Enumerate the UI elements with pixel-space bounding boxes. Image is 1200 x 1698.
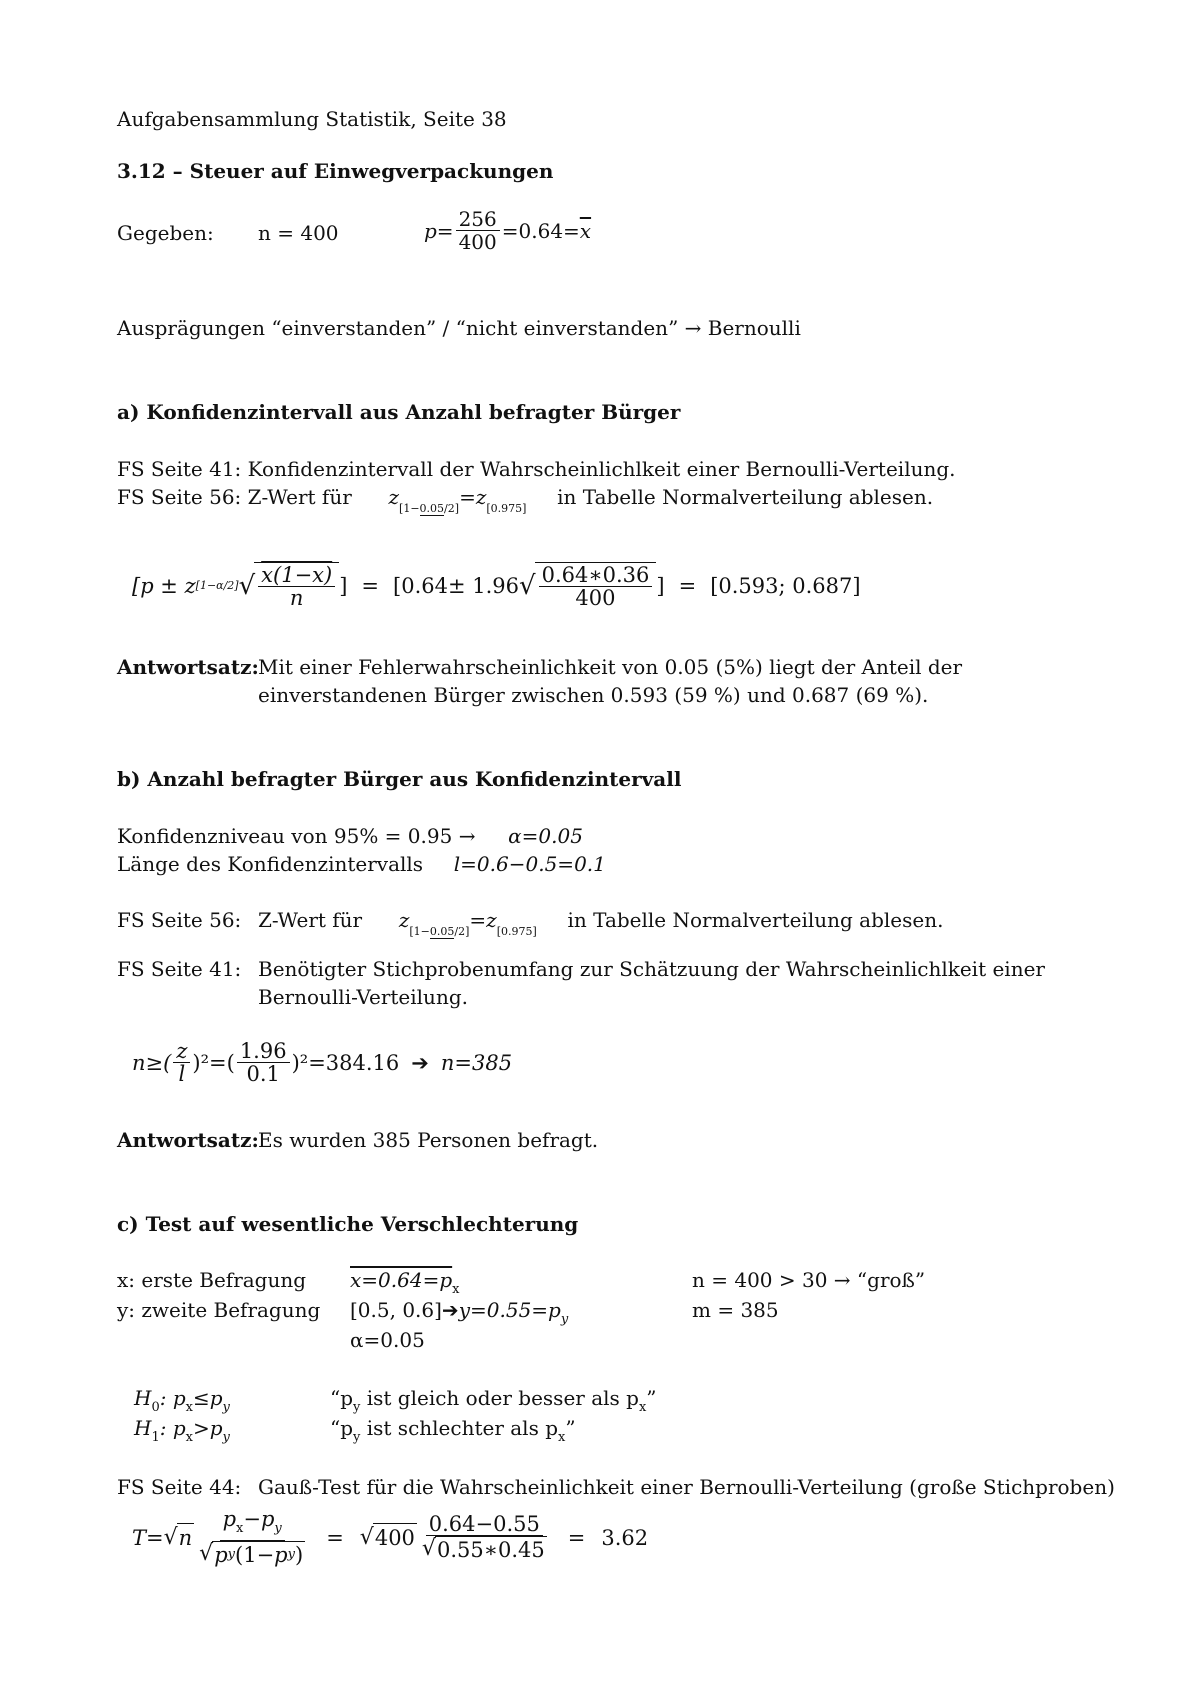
b-n-frac-num: z — [173, 1040, 190, 1063]
a-ci-mid-den: 400 — [575, 586, 616, 610]
c-fs44-label: FS Seite 44: — [117, 1475, 242, 1499]
given-n: n = 400 — [258, 221, 339, 245]
b-n-mid: )²=( — [192, 1050, 235, 1075]
b-z-sub-den: 2 — [458, 925, 466, 938]
a-ci-result: [0.593; 0.687] — [710, 574, 861, 598]
exercise-title: 3.12 – Steuer auf Einwegverpackungen — [117, 159, 554, 183]
c-h0-text-rest: ist gleich oder besser als p — [360, 1386, 639, 1410]
c-h0-text-open: “p — [330, 1386, 354, 1410]
c-h0-text-sub2: x — [638, 1400, 647, 1415]
b-z-sub-open: [1− — [409, 925, 430, 938]
a-fs56-pre: FS Seite 56: Z-Wert für — [117, 485, 352, 509]
page-header: Aufgabensammlung Statistik, Seite 38 — [117, 107, 507, 131]
a-z-sub2: [0.975] — [486, 502, 527, 515]
b-antwort-label: Antwortsatz: — [117, 1128, 259, 1152]
c-y-expr-pre: [0.5, 0.6]➔ — [350, 1298, 459, 1322]
b-l-expr: l=0.6−0.5=0.1 — [453, 852, 606, 876]
a-ci-close: ] — [339, 574, 348, 598]
c-t-lhs: T= — [132, 1525, 164, 1550]
a-fs56-post: in Tabelle Normalverteilung ablesen. — [557, 485, 934, 509]
a-ci-rad-den: n — [289, 586, 304, 610]
c-h1-text-open: “p — [330, 1416, 354, 1440]
b-z-sub-close: ] — [465, 925, 470, 938]
c-h1-y: y — [222, 1430, 230, 1445]
c-t-eq2: = — [567, 1525, 586, 1550]
b-n-end: )²=384.16 — [291, 1050, 400, 1075]
section-a-heading: a) Konfidenzintervall aus Anzahl befragter Bürger — [117, 400, 681, 424]
c-t-n: n — [177, 1523, 195, 1553]
a-ci-formula — [132, 562, 861, 610]
c-fs44: Gauß-Test für die Wahrscheinlichkeit einer Bernoulli-Verteilung (große Stichproben) — [258, 1475, 1115, 1499]
c-t-eq: = — [326, 1525, 344, 1550]
c-h1-expr: : p — [159, 1416, 186, 1440]
c-t-den2: 0.55∗0.45 — [436, 1537, 545, 1562]
a-z-sub-den: 2 — [447, 502, 455, 515]
c-h1-x: x — [185, 1430, 193, 1445]
c-h1-h: H — [134, 1416, 152, 1440]
c-h1-sub: 1 — [151, 1430, 160, 1445]
given-p-den: 400 — [458, 230, 497, 254]
c-y-expr-text: y=0.55=p — [458, 1298, 561, 1322]
b-n-ge: n≥( — [132, 1050, 172, 1075]
b-n-frac2-num: 1.96 — [237, 1040, 290, 1063]
c-x-sub: x — [452, 1282, 460, 1297]
b-arrow: ➔ — [411, 1050, 429, 1075]
b-fs41-label: FS Seite 41: — [117, 957, 242, 981]
a-antwort-line2: einverstandenen Bürger zwischen 0.593 (59 %) und 0.687 (69 %). — [258, 683, 929, 707]
b-fs56-line — [258, 907, 943, 945]
c-h0-text-end: ” — [646, 1386, 657, 1410]
b-fs56-label: FS Seite 56: — [117, 908, 242, 932]
given-p-fraction — [456, 208, 500, 253]
c-h0-expr: : p — [159, 1386, 186, 1410]
given-p-num: 256 — [456, 208, 500, 231]
a-ci-sqrt: √ $\frac{x(1-x)}{n}$ — [239, 562, 340, 610]
c-t-num2: 0.64−0.55 — [426, 1513, 543, 1536]
a-ci-mid-open: [0.64± 1.96 — [393, 574, 519, 598]
a-z-sub-open: [1− — [399, 502, 420, 515]
b-z-sub-frac: 0.05/2 — [429, 925, 466, 938]
c-x-label: x: erste Befragung — [117, 1268, 307, 1292]
a-z-main: z — [388, 485, 400, 509]
b-n-result: n=385 — [440, 1050, 513, 1075]
a-antwort-line1: Mit einer Fehlerwahrscheinlichkeit von 0.05 (5%) liegt der Anteil der — [258, 655, 963, 679]
b-antwort: Es wurden 385 Personen befragt. — [258, 1128, 599, 1152]
b-fs41-line1: Benötigter Stichprobenumfang zur Schätzuung der Wahrscheinlichlkeit einer — [258, 957, 1045, 981]
b-alpha: α=0.05 — [508, 824, 583, 848]
b-n-frac-den: l — [178, 1062, 186, 1086]
c-h0-h: H — [134, 1386, 152, 1410]
b-laenge-line — [117, 851, 606, 877]
b-fs56-pre: Z-Wert für — [258, 908, 363, 932]
c-h1 — [134, 1415, 230, 1451]
b-konf-line — [117, 823, 583, 849]
c-t-sqrt-400: √ 400 — [360, 1523, 417, 1553]
a-ci-mid-sqrt: √ $\frac{0.64∗0.36}{400}$ — [519, 562, 656, 610]
a-ci-mid-num: 0.64∗0.36 — [539, 564, 653, 587]
c-t-frac — [196, 1508, 308, 1567]
c-h0-y: y — [222, 1400, 230, 1415]
section-b-heading: b) Anzahl befragter Bürger aus Konfidenzintervall — [117, 767, 682, 791]
c-x-expr-text: x=0.64=p — [350, 1268, 453, 1292]
c-t-result: 3.62 — [601, 1525, 649, 1550]
given-p-rhs: =0.64= — [501, 218, 580, 243]
c-h0-rel: ≤p — [192, 1386, 223, 1410]
a-ci-rad-num: x(1−x) — [258, 564, 335, 587]
a-z-eq: =z — [459, 485, 487, 509]
c-t-formula — [132, 1508, 648, 1567]
a-ci-eq2: = — [678, 574, 697, 598]
a-ci-sub: [1−α/2] — [195, 579, 239, 592]
a-z-sub-num: 0.05 — [419, 502, 445, 515]
c-h0-x: x — [185, 1400, 193, 1415]
c-t-frac2 — [419, 1513, 550, 1562]
b-z-main: z — [398, 908, 410, 932]
section-c-heading: c) Test auf wesentliche Verschlechterung — [117, 1212, 579, 1236]
c-h1-text-end: ” — [565, 1416, 576, 1440]
c-h1-text-rest: ist schlechter als p — [360, 1416, 558, 1440]
c-t-den: √ p y (1− p y ) — [199, 1541, 304, 1567]
c-x-right: n = 400 > 30 → “groß” — [692, 1268, 926, 1292]
given-xbar: $\overline{x}$ — [579, 218, 592, 243]
b-konf: Konfidenzniveau von 95% = 0.95 → — [117, 824, 476, 848]
a-antwort-label: Antwortsatz: — [117, 655, 259, 679]
given-p-lhs: p= — [424, 218, 454, 243]
a-z-sub-close: ] — [454, 502, 460, 515]
b-fs41-line2: Bernoulli-Verteilung. — [258, 985, 468, 1009]
b-n-formula — [132, 1040, 512, 1085]
c-y-right: m = 385 — [692, 1298, 779, 1322]
a-fs41: FS Seite 41: Konfidenzintervall der Wahrscheinlichlkeit einer Bernoulli-Verteilung. — [117, 457, 956, 481]
b-n-frac2-den: 0.1 — [246, 1062, 280, 1086]
b-laenge: Länge des Konfidenzintervalls — [117, 852, 424, 876]
c-h1-text-sub: y — [353, 1430, 361, 1445]
c-h1-text-sub2: x — [558, 1430, 566, 1445]
given-label: Gegeben: — [117, 221, 214, 245]
c-alpha: α=0.05 — [350, 1328, 425, 1352]
auspraegungen: Ausprägungen “einverstanden” / “nicht einverstanden” → Bernoulli — [117, 316, 801, 340]
c-t-num: $p_x-p_y$ — [220, 1508, 285, 1541]
b-fs56-post: in Tabelle Normalverteilung ablesen. — [567, 908, 944, 932]
a-ci-mid-close: ] — [656, 574, 665, 598]
c-t-400: 400 — [373, 1523, 417, 1553]
c-y-sub: y — [560, 1312, 569, 1327]
c-t-sqrt-n: √ n — [164, 1523, 195, 1553]
given-p-formula — [424, 208, 591, 253]
a-z-sub-frac: 0.05/2 — [419, 502, 455, 515]
b-z-eq: =z — [469, 908, 497, 932]
c-y-label: y: zweite Befragung — [117, 1298, 321, 1322]
b-z-sub-num: 0.05 — [429, 925, 455, 938]
c-h0-text-sub: y — [353, 1400, 361, 1415]
a-fs56-line — [117, 484, 933, 522]
b-z-sub2: [0.975] — [496, 925, 537, 938]
a-ci-open: [p ± z — [132, 574, 196, 598]
c-h1-text — [330, 1415, 576, 1451]
c-h0-sub: 0 — [151, 1400, 160, 1415]
c-h1-rel: >p — [192, 1416, 223, 1440]
c-t-den2-wrap: √ 0.55∗0.45 — [421, 1536, 545, 1562]
a-ci-eq1: = — [361, 574, 380, 598]
